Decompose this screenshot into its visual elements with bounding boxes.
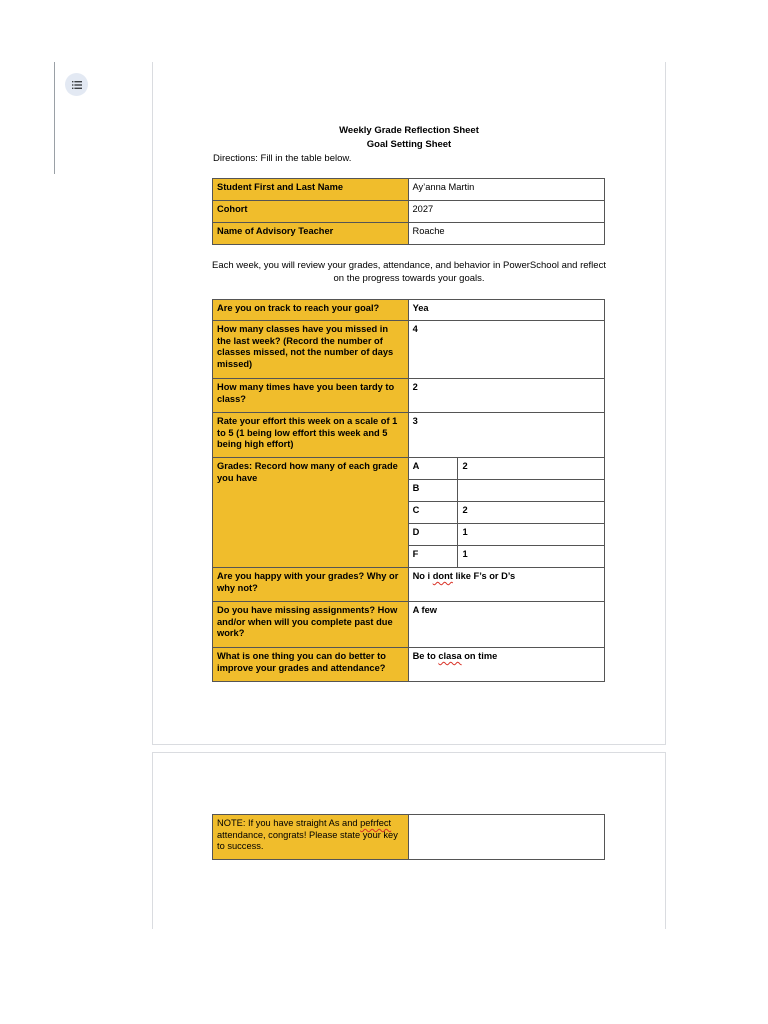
document-title: Weekly Grade Reflection Sheet <box>339 125 479 136</box>
table-row <box>213 379 605 413</box>
info-label: Student First and Last Name <box>213 179 409 201</box>
question-missing-assignments: Do you have missing assignments? How and/or when will you complete past due work? <box>213 602 409 648</box>
document-subtitle: Goal Setting Sheet <box>366 139 452 150</box>
question-classes-missed: How many classes have you missed in the last week? (Record the number of classes missed, not the number of days missed) <box>213 321 409 379</box>
outline-divider <box>54 62 55 174</box>
instructions-paragraph: Each week, you will review your grades, attendance, and behavior in PowerSchool and reflect on the progress towards your goals. <box>212 260 606 284</box>
answer-do-better[interactable] <box>408 648 604 682</box>
table-row <box>213 201 605 223</box>
answer-classes-missed[interactable]: 4 <box>408 321 604 379</box>
grade-count[interactable]: 1 <box>458 546 605 568</box>
info-label: Cohort <box>213 201 409 223</box>
document-page-2 <box>152 752 666 929</box>
question-grades: Grades: Record how many of each grade you have <box>213 458 409 568</box>
grade-count[interactable] <box>458 480 605 502</box>
answer-on-track[interactable]: Yea <box>408 300 604 321</box>
list-outline-icon <box>72 81 82 89</box>
table-row <box>213 300 605 321</box>
answer-text: Be to <box>412 651 439 661</box>
grade-letter: C <box>408 502 458 524</box>
note-text-part: attendance, congrats! Please state your key to success. <box>217 829 398 851</box>
question-happy: Are you happy with your grades? Why or why not? <box>213 568 409 602</box>
table-row <box>213 413 605 458</box>
table-row <box>213 223 605 245</box>
note-text <box>213 815 409 860</box>
answer-tardy[interactable]: 2 <box>408 379 604 413</box>
answer-text: like F’s or D’s <box>452 571 516 581</box>
grade-count[interactable]: 2 <box>458 458 605 480</box>
answer-missing-assignments[interactable]: A few <box>408 602 604 648</box>
reflection-table <box>212 299 605 682</box>
document-page-1 <box>152 62 666 745</box>
grade-count[interactable]: 2 <box>458 502 605 524</box>
misspelled-word[interactable]: dont <box>432 571 453 581</box>
table-row <box>213 458 605 480</box>
table-row <box>213 568 605 602</box>
table-row <box>213 321 605 379</box>
table-row <box>213 179 605 201</box>
answer-effort[interactable]: 3 <box>408 413 604 458</box>
misspelled-word[interactable]: pefrfect <box>360 818 392 828</box>
info-label: Name of Advisory Teacher <box>213 223 409 245</box>
answer-happy[interactable] <box>408 568 604 602</box>
student-info-table <box>212 178 605 245</box>
note-text-part: NOTE: If you have straight As and <box>217 818 361 828</box>
grade-letter: B <box>408 480 458 502</box>
advisory-teacher-value[interactable]: Roache <box>408 223 605 245</box>
question-tardy: How many times have you been tardy to class? <box>213 379 409 413</box>
misspelled-word[interactable]: clasa <box>438 651 462 661</box>
grade-letter: A <box>408 458 458 480</box>
question-on-track: Are you on track to reach your goal? <box>213 300 409 321</box>
table-row <box>213 648 605 682</box>
question-do-better: What is one thing you can do better to improve your grades and attendance? <box>213 648 409 682</box>
grade-count[interactable]: 1 <box>458 524 605 546</box>
question-effort: Rate your effort this week on a scale of 1 to 5 (1 being low effort this week and 5 being high effort) <box>213 413 409 458</box>
note-table <box>212 814 605 860</box>
answer-text: No i <box>412 571 433 581</box>
show-outline-button[interactable] <box>65 73 88 96</box>
answer-text: on time <box>461 651 498 661</box>
grade-letter: D <box>408 524 458 546</box>
grade-letter: F <box>408 546 458 568</box>
note-answer-cell[interactable] <box>408 815 604 860</box>
cohort-value[interactable]: 2027 <box>408 201 605 223</box>
table-row <box>213 602 605 648</box>
table-row <box>213 815 605 860</box>
directions-text: Directions: Fill in the table below. <box>213 153 352 164</box>
student-name-value[interactable]: Ay’anna Martin <box>408 179 605 201</box>
